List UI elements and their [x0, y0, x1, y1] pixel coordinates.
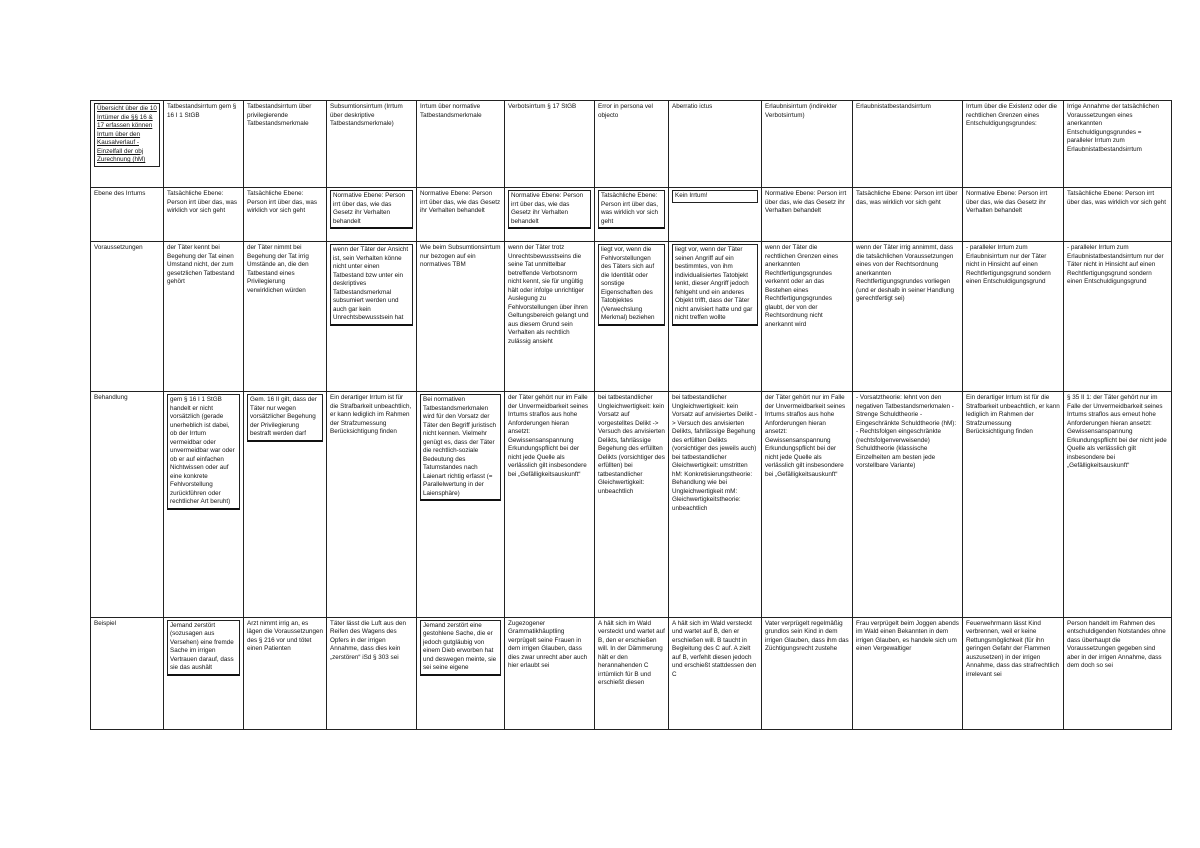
cell-voraus-5: wenn der Täter trotz Unrechtsbewusstseins die seine Tat unmittelbar betreffende Verbotsnorm nicht kennt, sie für ungültig hält oder infolge unrichtiger Auslegung zu Fehlvorstellungen über ihren Geltungsbereich gelangt und aus diesem Grund sein Verhalten als rechtlich zulässig ansieht [505, 242, 595, 392]
header-error-in-persona: Error in persona vel objecto [595, 101, 669, 188]
cell-beispiel-2: Arzt nimmt irrig an, es lägen die Voraussetzungen des § 216 vor und tötet einen Patienten [244, 617, 327, 729]
cell-behand-11: § 35 II 1: der Täter gehört nur im Falle der Unvermeidbarkeit seines Irrtums straflos aus erneut hohe Anforderungen hieran ansetzt: Gewissensanspannung Erkundungspflicht bei der nicht jede Quelle als verlässlich gilt insbesondere bei „Gefälligkeitsauskunft“ [1064, 392, 1172, 617]
rowhead-beispiel: Beispiel [91, 617, 164, 729]
cell-voraus-10: - paralleler Irrtum zum Erlaubnisirrtum nur der Täter nicht in Hinsicht auf einen Rechtfertigungsgrund sondern einen Entschuldigungsgrund [963, 242, 1064, 392]
cell-behand-2: Gem. 16 II gilt, dass der Täter nur wegen vorsätzlicher Begehung der Privilegierung bestraft werden darf [244, 392, 327, 617]
cell-beispiel-1: Jemand zerstört (sozusagen aus Versehen) eine fremde Sache im irrigen Vertrauen darauf, dass sie das aushält [164, 617, 244, 729]
header-erlaubnisirrtum: Erlaubnisirrtum (indirekter Verbotsirrtum) [762, 101, 853, 188]
header-erlaubnistatbestandsirrtum: Erlaubnistatbestandsirrtum [853, 101, 963, 188]
cell-behand-7: bei tatbestandlicher Ungleichwertigkeit: kein Vorsatz auf anvisiertes Delikt -> Versuch des anvisierten Delikts, fahrlässige Begehung des erfüllten Delikts (vorsichtiger des jeweils auch) bei tatbestandlicher Gleichwertigkeit: umstritten hM: Konkretisierungstheorie: Behandlung wie bei Ungleichwertigkeit mM: Gleichwertigkeitstheorie: unbeachtlich [669, 392, 762, 617]
rowhead-ebene: Ebene des Irrtums [91, 188, 164, 242]
cell-behand-4: Bei normativen Tatbestandsmerkmalen wird für den Vorsatz der Täter den Begriff juristisch nicht kennen. Vielmehr genügt es, dass der Täter die rechtlich-soziale Bedeutung des Tatumstandes nach Laienart richtig erfasst (= Parallelwertung in der Laiensphäre) [417, 392, 505, 617]
rowhead-voraussetzungen: Voraussetzungen [91, 242, 164, 392]
cell-beispiel-10: Feuerwehrmann lässt Kind verbrennen, weil er keine Rettungsmöglichkeit (für ihn geringen Gefahr der Flammen auszusetzen) in der irrigen Annahme, dass das strafrechtlich irrelevant sei [963, 617, 1064, 729]
cell-voraus-1: der Täter kennt bei Begehung der Tat einen Umstand nicht, der zum gesetzlichen Tatbestand gehört [164, 242, 244, 392]
cell-ebene-5: Normative Ebene: Person irrt über das, wie das Gesetz ihr Verhalten behandelt [505, 188, 595, 242]
header-entschuldigungsgrund-existenz: Irrtum über die Existenz oder die rechtlichen Grenzen eines Entschuldigungsgrundes: [963, 101, 1064, 188]
cell-ebene-11: Tatsächliche Ebene: Person irrt über das, was wirklich vor sich geht [1064, 188, 1172, 242]
cell-voraus-9: wenn der Täter irrig annimmt, dass die tatsächlichen Voraussetzungen eines von der Rechtsordnung anerkannten Rechtfertigungsgrundes vorliegen (und er deshalb in seiner Handlung gerechtfertigt sei) [853, 242, 963, 392]
cell-behand-8: der Täter gehört nur im Falle der Unvermeidbarkeit seines Irrtums straflos aus hohe Anforderungen hieran ansetzt: Gewissensanspannung Erkundungspflicht bei der nicht jede Quelle als verlässlich gilt insbesondere bei „Gefälligkeitsauskunft“ [762, 392, 853, 617]
cell-behand-6: bei tatbestandlicher Ungleichwertigkeit: kein Vorsatz auf vorgestelltes Delikt -> Versuch des anvisierten Delikts, fahrlässige Begehung des erfüllten Delikts (vorsichtiger des erfüllten) bei tatbestandlicher Gleichwertigkeit: unbeachtlich [595, 392, 669, 617]
cell-ebene-2: Tatsächliche Ebene: Person irrt über das, was wirklich vor sich geht [244, 188, 327, 242]
cell-voraus-11: - paralleler Irrtum zum Erlaubnistatbestandsirrtum nur der Täter nicht in Hinsicht auf einen Rechtfertigungsgrund sondern einen Entschuldigungsgrund [1064, 242, 1172, 392]
cell-behand-9: - Vorsatztheorie: lehnt von den negativen Tatbestandsmerkmalen - Strenge Schuldtheorie - Eingeschränkte Schuldtheorie (hM): - Rechtsfolgen eingeschränkte (rechtsfolgenverweisende) Schuldtheorie (klassische Einzelheiten am besten jede vorstellbare Variante) [853, 392, 963, 617]
cell-behand-3: Ein derartiger Irrtum ist für die Strafbarkeit unbeachtlich, er kann lediglich im Rahmen der Strafzumessung Berücksichtigung finden [327, 392, 417, 617]
cell-ebene-10: Normative Ebene: Person irrt über das, wie das Gesetz ihr Verhalten behandelt [963, 188, 1064, 242]
cell-ebene-6: Tatsächliche Ebene: Person irrt über das, was wirklich vor sich geht [595, 188, 669, 242]
rowhead-behandlung: Behandlung [91, 392, 164, 617]
header-subsumtionsirrtum: Subsumtionsirrtum (Irrtum über deskriptive Tatbestandsmerkmale) [327, 101, 417, 188]
cell-beispiel-8: Vater verprügelt regelmäßig grundlos sein Kind in dem irrigen Glauben, dass ihm das Züchtigungsrecht zustehe [762, 617, 853, 729]
cell-beispiel-9: Frau verprügelt beim Joggen abends im Wald einen Bekannten in dem irrigen Glauben, es handele sich um einen Vergewaltiger [853, 617, 963, 729]
header-normativ: Irrtum über normative Tatbestandsmerkmale [417, 101, 505, 188]
header-tatbestandsirrtum: Tatbestandsirrtum gem § 16 I 1 StGB [164, 101, 244, 188]
header-privilegierend: Tatbestandsirrtum über privilegierende Tatbestandsmerkmale [244, 101, 327, 188]
cell-ebene-4: Normative Ebene: Person irrt über das, wie das Gesetz ihr Verhalten behandelt [417, 188, 505, 242]
row-voraussetzungen [91, 242, 1172, 392]
cell-behand-5: der Täter gehört nur im Falle der Unvermeidbarkeit seines Irrtums straflos aus hohe Anforderungen hieran ansetzt: Gewissensanspannung Erkundungspflicht bei der nicht jede Quelle als verlässlich gilt insbesondere bei „Gefälligkeitsauskunft“ [505, 392, 595, 617]
cell-beispiel-6: A hält sich im Wald versteckt und wartet auf B, den er erschießen will. In der Dämmerung hält er den herannahenden C irrtümlich für B und erschießt diesen [595, 617, 669, 729]
cell-beispiel-7: A hält sich im Wald versteckt und wartet auf B, den er erschießen will. B taucht in Begleitung des C auf. A zielt auf B, verfehlt diesen jedoch und erschießt stattdessen den C [669, 617, 762, 729]
cell-behand-1: gem § 16 I 1 StGB handelt er nicht vorsätzlich (gerade unerheblich ist dabei, ob der Irrtum vermeidbar oder unvermeidbar war oder ob er auf einfachen Nichtwissen oder auf eine konkrete Fehlvorstellung zurückführen oder rechtlicher Art beruht) [164, 392, 244, 617]
cell-ebene-9: Tatsächliche Ebene: Person irrt über das, was wirklich vor sich geht [853, 188, 963, 242]
cell-voraus-2: der Täter nimmt bei Begehung der Tat irrig Umstände an, die den Tatbestand eines Privilegierung verwirklichen würden [244, 242, 327, 392]
cell-voraus-3: wenn der Täter der Ansicht ist, sein Verhalten könne nicht unter einen Tatbestand bzw unter ein deskriptives Tatbestandsmerkmal subsumiert werden und auch gar kein Unrechtsbewusstsein hat [327, 242, 417, 392]
cell-ebene-1: Tatsächliche Ebene: Person irrt über das, was wirklich vor sich geht [164, 188, 244, 242]
header-aberratio-ictus: Aberratio ictus [669, 101, 762, 188]
irrtuemer-table [90, 100, 1172, 730]
header-row [91, 101, 1172, 188]
cell-voraus-8: wenn der Täter die rechtlichen Grenzen eines anerkannten Rechtfertigungsgrundes verkennt oder an das Bestehen eines Rechtfertigungsgrundes glaubt, der von der Rechtsordnung nicht anerkannt wird [762, 242, 853, 392]
header-overview: Übersicht über die 10 Irrtümer die §§ 16 & 17 erfassen können Irrtum über den Kausalverlauf - Einzelfall der obj Zurechnung (hM) [91, 101, 164, 188]
cell-behand-10: Ein derartiger Irrtum ist für die Strafbarkeit unbeachtlich, er kann lediglich im Rahmen der Strafzumessung Berücksichtigung finden [963, 392, 1064, 617]
cell-ebene-7: Kein Irrtum! [669, 188, 762, 242]
cell-beispiel-3: Täter lässt die Luft aus den Reifen des Wagens des Opfers in der irrigen Annahme, dass dies kein „zerstören“ iSd § 303 sei [327, 617, 417, 729]
row-ebene [91, 188, 1172, 242]
cell-beispiel-5: Zugezogener Grammatikhäuptling verprügelt seine Frauen in dem irrigen Glauben, dass dies zwar unrecht aber auch hier erlaubt sei [505, 617, 595, 729]
cell-ebene-8: Normative Ebene: Person irrt über das, wie das Gesetz ihr Verhalten behandelt [762, 188, 853, 242]
cell-beispiel-11: Person handelt im Rahmen des entschuldigenden Notstandes ohne dass überhaupt die Voraussetzungen gegeben sind aber in der irrigen Annahme, dass dem doch so sei [1064, 617, 1172, 729]
cell-ebene-3: Normative Ebene: Person irrt über das, wie das Gesetz ihr Verhalten behandelt [327, 188, 417, 242]
row-beispiel [91, 617, 1172, 729]
header-verbotsirrtum: Verbotsirrtum § 17 StGB [505, 101, 595, 188]
cell-beispiel-4: Jemand zerstört eine gestohlene Sache, die er jedoch gutgläubig von einem Dieb erworben hat und deswegen meinte, sie sei seine eigene [417, 617, 505, 729]
cell-voraus-4: Wie beim Subsumtionsirrtum nur bezogen auf ein normatives TBM [417, 242, 505, 392]
cell-voraus-6: liegt vor, wenn die Fehlvorstellungen des Täters sich auf die Identität oder sonstige Eigenschaften des Tatobjektes (Verwechslung Merkmal) beziehen [595, 242, 669, 392]
header-entschuldigungsgrund-tatsaechlich: Irrige Annahme der tatsächlichen Voraussetzungen eines anerkannten Entschuldigungsgrundes = paralleler Irrtum zum Erlaubnistatbestandsirrtum [1064, 101, 1172, 188]
row-behandlung [91, 392, 1172, 617]
cell-voraus-7: liegt vor, wenn der Täter seinen Angriff auf ein bestimmtes, von ihm individualisiertes Tatobjekt lenkt, dieser Angriff jedoch fehlgeht und ein anderes Objekt trifft, dass der Täter nicht anvisiert hatte und gar nicht treffen wollte [669, 242, 762, 392]
